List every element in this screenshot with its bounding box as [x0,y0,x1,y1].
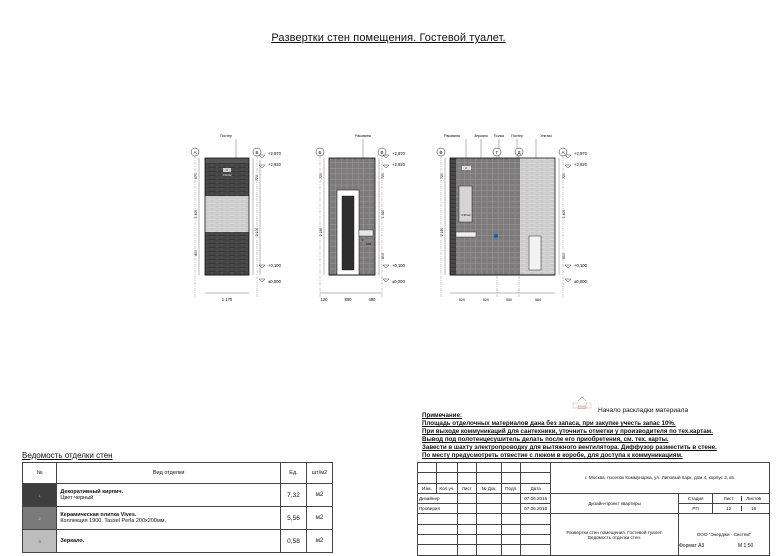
row-3-qty: 0,58 [280,530,306,553]
v1-dim-l3: 800 [194,250,198,256]
stamp-sheets-label: Листов [741,496,766,501]
elevation-view-3 [437,134,588,302]
v1-top-label: Постер [220,134,232,138]
v1-mark-2: +2,920 [268,162,281,167]
v2-mark-3: +0,100 [392,263,405,268]
v3-axis-1: В [439,150,443,155]
note-line-4: Завести в шахту электропроводку для вытяжного вентилятора. Диффузор разместить в стене. [422,444,717,452]
v3-axis-3: Д [517,150,521,155]
stamp-checked-label: Проверил [418,504,458,514]
v1-mark-1: +2,970 [268,151,281,156]
v1-mark-4: ±0,000 [268,279,281,284]
table-header-row [23,463,333,484]
row-2-name: Керамическая плитка Vives. [60,512,137,518]
stamp-sheet-label: Лист [723,496,734,502]
v2-bottom-dim-2: 800 [344,297,352,302]
stamp-stage: РП [678,504,712,514]
finish-schedule-table [22,462,333,553]
v2-axis-left: Б [318,150,322,155]
row-1-sub: Цвет черный [60,495,94,501]
stamp-col-ndok: № Док. [476,483,502,493]
sheet-scale: М 1:50 [738,543,754,549]
elevation-view-1 [191,134,282,302]
row-1-name: Декоративный кирпич. [60,489,124,495]
sheet-format: Формат А3 [679,543,705,549]
v1-dim-r2: 2 100 [255,227,259,237]
row-1-unit: м2 [306,484,332,507]
page-title: Развертки стен помещения. Гостевой туалет. [271,32,506,44]
note-line-2: При выходе коммуникаций для сантехники, уточнить отметки у производителя по тех.картам. [422,428,713,436]
v2-dim-r2: 1 920 [381,209,385,219]
v3-bottom-dim-2: 620 [483,298,489,302]
col-unit: Ед. [280,463,306,484]
stamp-col-list: Лист [457,483,476,493]
swatch-mirror: 3 [23,530,57,553]
v3-axis-4: А [561,150,565,155]
note-line-3: Вывод под полотенцесушитель делать после его приобретения, см. тех. карты. [422,436,669,444]
table-row [23,484,333,507]
stamp-col-izm: Изм. [418,483,437,493]
v1-tag-num: 1 [226,168,228,172]
stamp-company: ООО "Энерджи - Систем" [678,514,769,555]
note-line-1: Площадь отделочных материалов дана без запаса, при закупке учесть запас 10%. [422,420,676,428]
v3-tag-area: 0.96 м2 [461,214,471,217]
v3-dim-r3: 800 [562,253,566,259]
v2-axis-right: В [380,150,384,155]
stamp-col-podp: Подп. [502,483,521,493]
stamp-stage-label: Стадия [678,493,712,503]
v2-mark-4: ±0,000 [392,279,405,284]
v3-top-label-3: Полка [493,134,505,138]
notes-heading: Примечание: [422,412,462,419]
v2-bottom-dim-3: 490 [368,297,376,302]
v3-top-label-5: Унитаз [540,134,552,138]
stamp-sheets: 16 [741,506,766,511]
v3-bottom-dim-4: 584 [535,298,541,302]
row-2-unit: м2 [306,507,332,530]
table-row [23,530,333,553]
v2-dim-l2: 2 190 [319,227,323,237]
v1-dim-r1: 720 [255,175,259,181]
layout-start-label: Начало раскладки материала [598,407,689,414]
note-line-5: По месту предусмотреть отвестие с люком в коробе, для доступа к коммуникациям. [422,452,683,460]
stamp-project: Дизайн-проект квартиры [551,493,679,514]
stamp-sheet-name-1: Развертки стен помещения. Гостевой туалет. [566,529,663,535]
stamp-address: г. Москва, поселок Коммунарка, ул. Липовый парк, дом 4, корпус 3, кв. [551,463,770,494]
v3-mark-4: ±0,000 [574,279,587,284]
v2-tag-area: 0.58 [366,243,372,246]
row-3-name: Зеркало. [60,538,85,544]
stamp-sheet-name-2: Ведомость отделки стен. [587,534,642,540]
row-2-sub: Коллекция 1900. Tassel Perla 200х200мм. [60,518,167,524]
v2-dim-l1: 720 [319,173,323,179]
v3-mark-1: +2,970 [574,151,587,156]
v1-dim-l2: 1 400 [194,209,198,219]
col-name: Вид отделки [57,463,281,484]
v3-mark-3: +0,100 [574,263,587,268]
title-block [417,462,770,556]
stamp-designer-label: Дизайнер [418,493,458,503]
col-num: № [23,463,57,484]
v3-dim-r2: 1 400 [562,209,566,219]
v3-bottom-dim-1: 620 [459,298,465,302]
v2-dim-r1: 720 [381,173,385,179]
table-row [23,507,333,530]
v3-mark-2: +2,920 [574,162,587,167]
v1-dim-l1: 670 [194,173,198,179]
v3-dim-l2: 2 190 [440,227,444,237]
notes-block [422,412,717,461]
layout-start-icon [573,396,591,409]
v2-mark-1: +2,970 [392,151,405,156]
v1-bottom-dim: 1 170 [221,297,233,302]
v3-dim-l1: 720 [440,173,444,179]
v2-bottom-dim-1: 120 [320,297,328,302]
stamp-designer-date: 07.06.2016 [521,493,551,503]
v1-mark-3: +0,100 [268,263,281,268]
swatch-brick: 1 [23,484,57,507]
elevation-view-2 [316,134,406,302]
col-qty: шт/м2 [306,463,332,484]
v3-top-label-1: Раковина [444,134,460,138]
v2-top-label: Раковина [355,134,371,138]
row-1-qty: 7,32 [280,484,306,507]
v2-tag-num: 3 [362,239,364,242]
v3-dim-r1: 720 [562,173,566,179]
v1-axis-right: Б [255,150,259,155]
v2-mark-2: +2,920 [392,162,405,167]
v3-tag-num: 2 [465,166,467,170]
swatch-tile: 2 [23,507,57,530]
stamp-sheet: 12 [726,506,732,512]
v2-dim-r3: 800 [381,253,385,259]
stamp-col-kol: Кол.уч. [436,483,457,493]
v1-tag-area: 2.52 м2 [222,174,232,177]
stamp-checked-date: 07.06.2016 [521,504,551,514]
v3-bottom-dim-3: 550 [506,298,512,302]
v3-top-label-2: Зеркало [474,134,488,138]
stamp-col-data: Дата [521,483,551,493]
row-3-unit: м2 [306,530,332,553]
row-2-qty: 5,56 [280,507,306,530]
v3-axis-2: Г [495,150,499,155]
finish-schedule-title: Ведомость отделки стен [22,451,113,460]
v3-top-label-4: Постер [511,134,523,138]
v1-axis-left: А [193,150,197,155]
